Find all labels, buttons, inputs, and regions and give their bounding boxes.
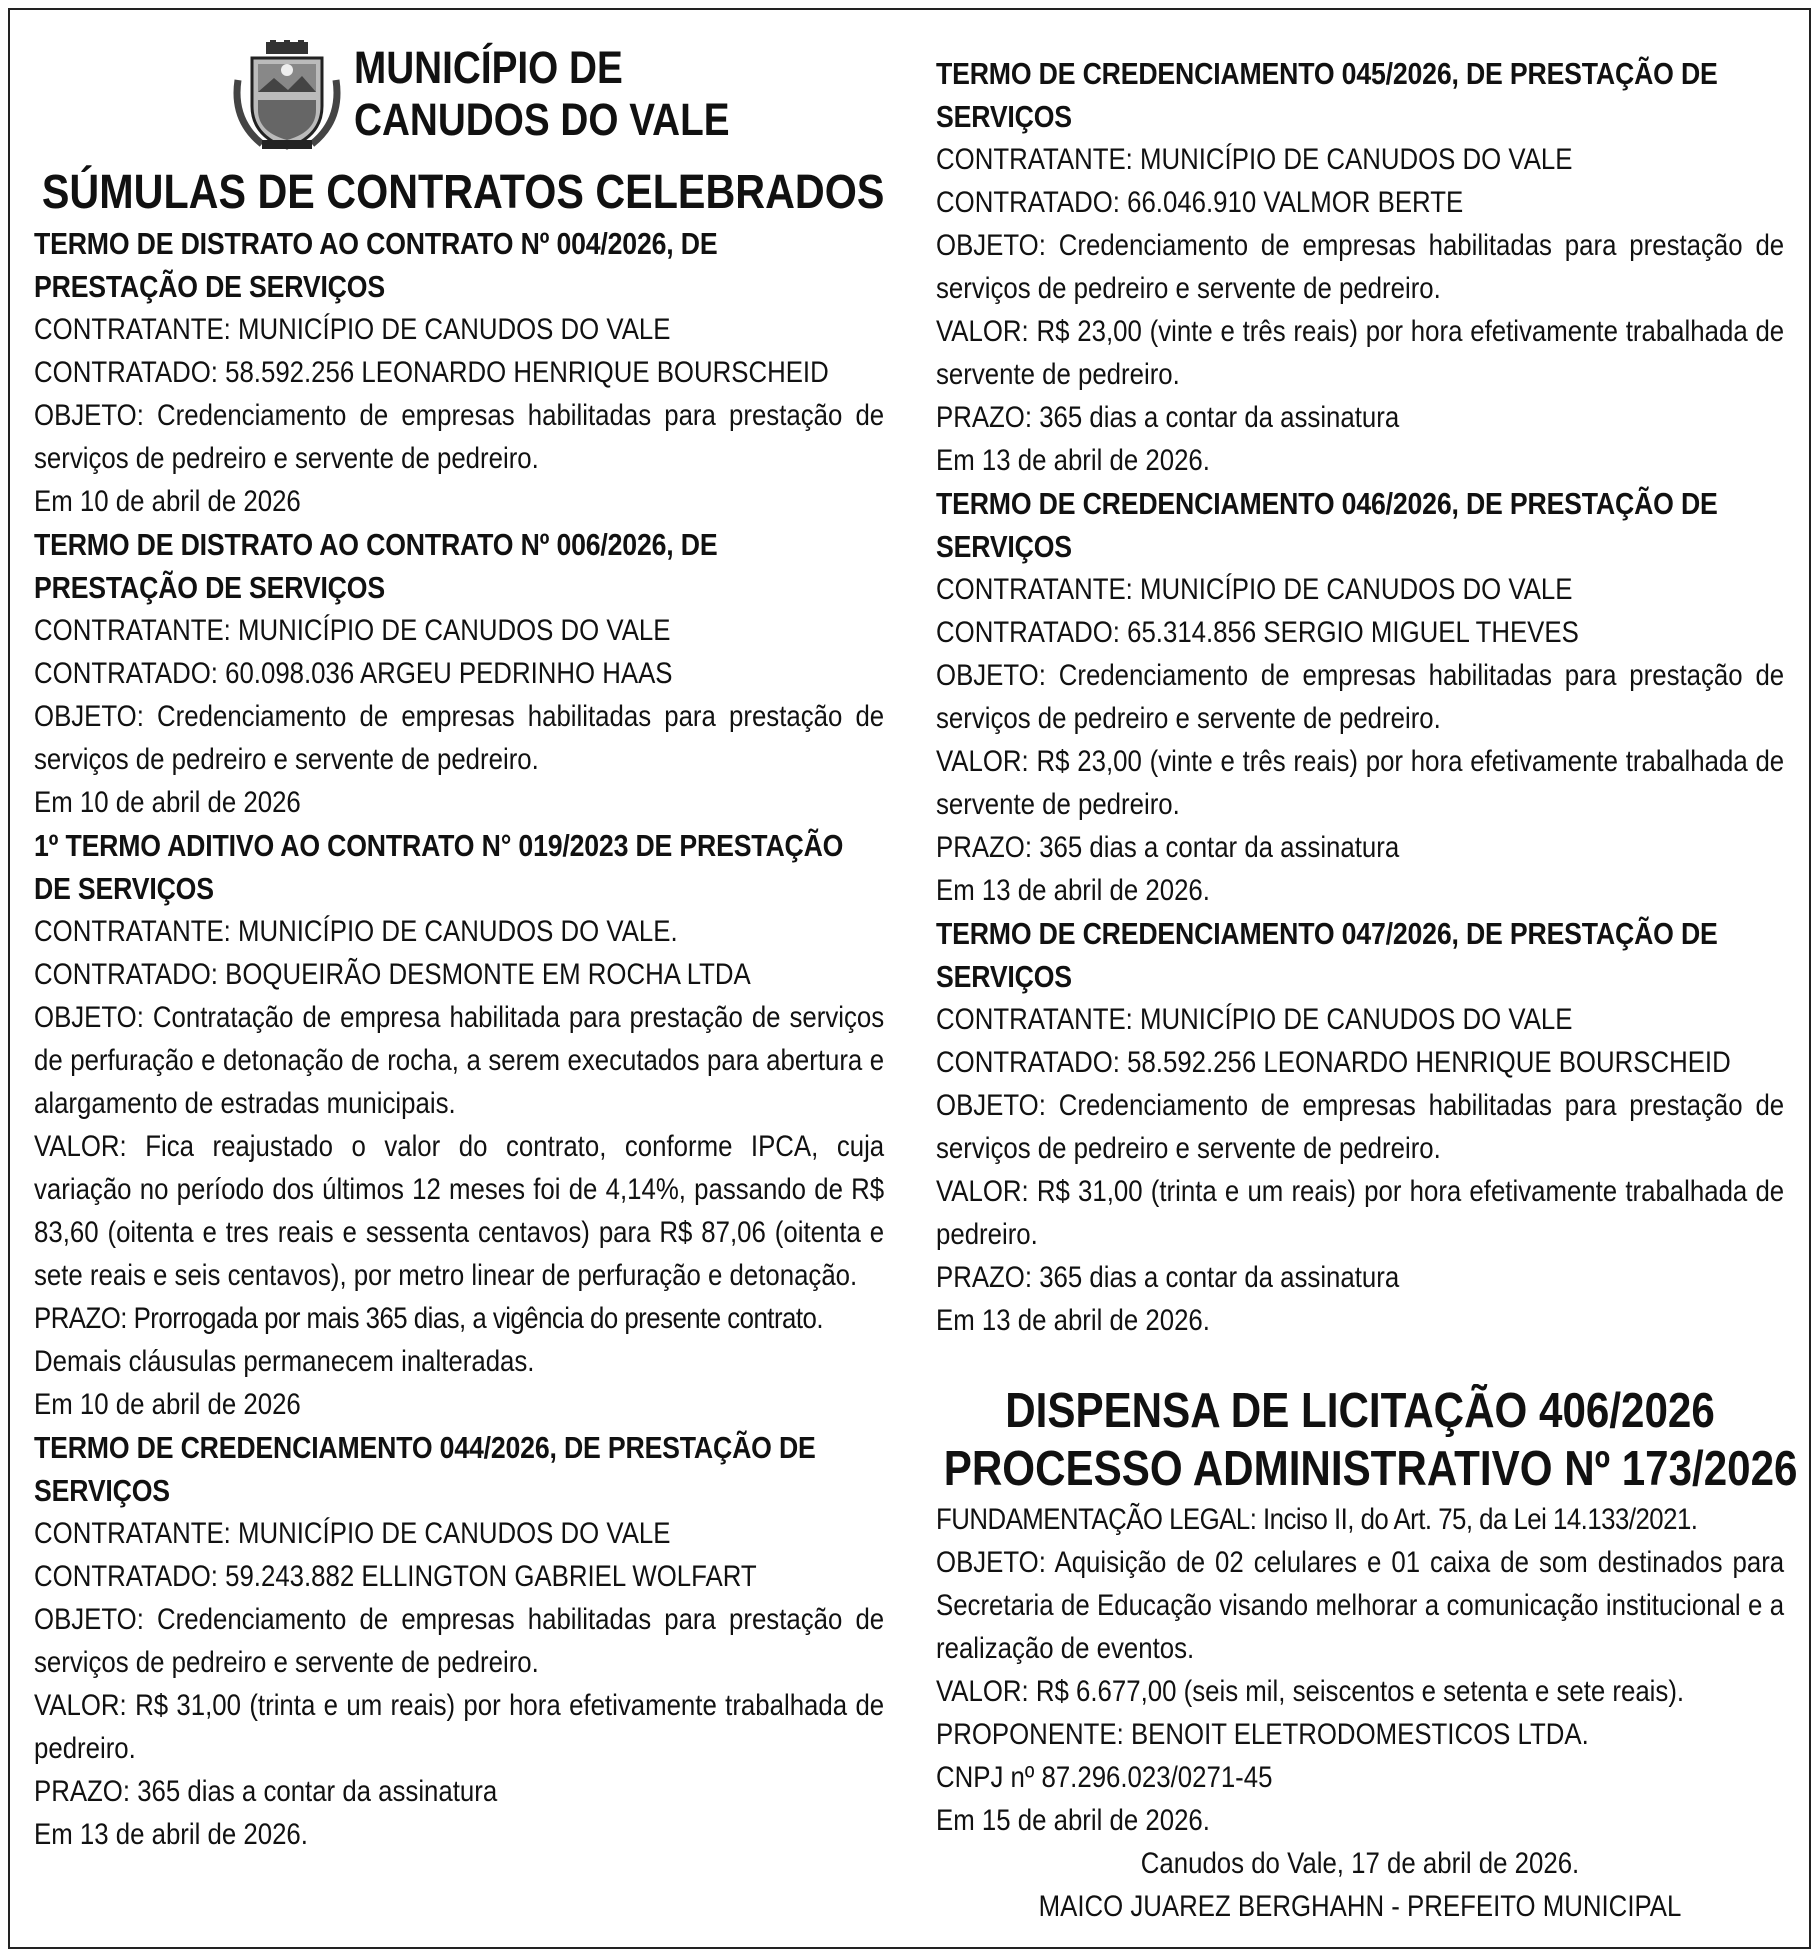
left-column	[34, 40, 884, 1856]
objeto-text: OBJETO: Aquisição de 02 celulares e 01 caixa de som destinados para Secretaria de Educação visando melhorar a comunicação institucional e a realização de eventos.	[936, 1546, 1785, 1665]
objeto-text: OBJETO: Credenciamento de empresas habilitadas para prestação de serviços de pedreiro e servente de pedreiro.	[34, 700, 885, 776]
proponente-line: PROPONENTE: BENOIT ELETRODOMESTICOS LTDA.	[936, 1718, 1589, 1751]
contratante-line: CONTRATANTE: MUNICÍPIO DE CANUDOS DO VALE	[34, 614, 671, 647]
prazo-line: PRAZO: 365 dias a contar da assinatura	[936, 401, 1400, 434]
contract-block	[34, 523, 884, 824]
dispensa-block	[936, 1382, 1798, 1842]
date-line: Em 10 de abril de 2026	[34, 485, 301, 518]
block-title: 1º TERMO ADITIVO AO CONTRATO N° 019/2023 DE PRESTAÇÃO DE SERVIÇOS	[34, 828, 844, 906]
valor-text: VALOR: Fica reajustado o valor do contrato, conforme IPCA, cuja variação no período dos últimos 12 meses foi de 4,14%, passando de R$ 83,60 (oitenta e tres reais e sessenta centavos) para R$ 87,06 (oitenta e sete reais e seis centavos), por metro linear de perfuração e detonação.	[34, 1130, 885, 1292]
dispensa-title: DISPENSA DE LICITAÇÃO 406/2026	[1005, 1384, 1715, 1438]
contract-block	[936, 912, 1784, 1342]
valor-text: VALOR: R$ 31,00 (trinta e um reais) por hora efetivamente trabalhada de pedreiro.	[34, 1689, 885, 1765]
contratado-line: CONTRATADO: 60.098.036 ARGEU PEDRINHO HAAS	[34, 657, 673, 690]
objeto-text: OBJETO: Credenciamento de empresas habilitadas para prestação de serviços de pedreiro e servente de pedreiro.	[34, 399, 885, 475]
contratado-line: CONTRATADO: BOQUEIRÃO DESMONTE EM ROCHA LTDA	[34, 958, 751, 991]
block-title: TERMO DE CREDENCIAMENTO 047/2026, DE PRESTAÇÃO DE SERVIÇOS	[936, 916, 1718, 994]
valor-line: VALOR: R$ 6.677,00 (seis mil, seiscentos e setenta e sete reais).	[936, 1675, 1685, 1708]
signer-name: MAICO JUAREZ BERGHAHN - PREFEITO MUNICIPAL	[1038, 1890, 1682, 1923]
page-title: SÚMULAS DE CONTRATOS CELEBRADOS	[41, 166, 885, 219]
objeto-text: OBJETO: Credenciamento de empresas habilitadas para prestação de serviços de pedreiro e servente de pedreiro.	[34, 1603, 885, 1679]
contratante-line: CONTRATANTE: MUNICÍPIO DE CANUDOS DO VALE	[936, 573, 1573, 606]
block-title: TERMO DE DISTRATO AO CONTRATO Nº 004/2026, DE PRESTAÇÃO DE SERVIÇOS	[34, 226, 718, 304]
valor-text: VALOR: R$ 23,00 (vinte e três reais) por hora efetivamente trabalhada de servente de pedreiro.	[936, 745, 1785, 821]
municipal-coat-of-arms-icon	[232, 40, 342, 152]
prazo-line: PRAZO: 365 dias a contar da assinatura	[34, 1775, 498, 1808]
block-title: TERMO DE CREDENCIAMENTO 045/2026, DE PRESTAÇÃO DE SERVIÇOS	[936, 56, 1718, 134]
municipality-line1: MUNICÍPIO DE	[354, 42, 623, 93]
objeto-text: OBJETO: Contratação de empresa habilitada para prestação de serviços de perfuração e detonação de rocha, a serem executados para abertura e alargamento de estradas municipais.	[34, 1001, 885, 1120]
contratante-line: CONTRATANTE: MUNICÍPIO DE CANUDOS DO VALE	[34, 313, 671, 346]
processo-title: PROCESSO ADMINISTRATIVO Nº 173/2026	[943, 1442, 1798, 1496]
block-title: TERMO DE CREDENCIAMENTO 044/2026, DE PRESTAÇÃO DE SERVIÇOS	[34, 1430, 816, 1508]
contratante-line: CONTRATANTE: MUNICÍPIO DE CANUDOS DO VALE	[936, 143, 1573, 176]
date-line: Em 15 de abril de 2026.	[936, 1804, 1210, 1837]
contract-block	[34, 824, 884, 1426]
header	[34, 40, 884, 158]
contratado-line: CONTRATADO: 65.314.856 SERGIO MIGUEL THEVES	[936, 616, 1579, 649]
contratado-line: CONTRATADO: 58.592.256 LEONARDO HENRIQUE BOURSCHEID	[936, 1046, 1731, 1079]
fundamentacao-line: FUNDAMENTAÇÃO LEGAL: Inciso II, do Art. 75, da Lei 14.133/2021.	[936, 1503, 1698, 1536]
prazo-line: PRAZO: Prorrogada por mais 365 dias, a vigência do presente contrato.	[34, 1302, 824, 1335]
valor-text: VALOR: R$ 23,00 (vinte e três reais) por hora efetivamente trabalhada de servente de pedreiro.	[936, 315, 1785, 391]
objeto-text: OBJETO: Credenciamento de empresas habilitadas para prestação de serviços de pedreiro e servente de pedreiro.	[936, 659, 1785, 735]
date-line: Em 13 de abril de 2026.	[936, 1304, 1210, 1337]
date-line: Em 13 de abril de 2026.	[936, 444, 1210, 477]
block-title: TERMO DE CREDENCIAMENTO 046/2026, DE PRESTAÇÃO DE SERVIÇOS	[936, 486, 1718, 564]
contract-block	[34, 222, 884, 523]
clauses-line: Demais cláusulas permanecem inalteradas.	[34, 1345, 535, 1378]
signature-block	[936, 1842, 1784, 1928]
date-line: Em 10 de abril de 2026	[34, 786, 301, 819]
right-column	[936, 52, 1798, 1928]
valor-text: VALOR: R$ 31,00 (trinta e um reais) por hora efetivamente trabalhada de pedreiro.	[936, 1175, 1785, 1251]
contratante-line: CONTRATANTE: MUNICÍPIO DE CANUDOS DO VALE	[34, 1517, 671, 1550]
cnpj-line: CNPJ nº 87.296.023/0271-45	[936, 1761, 1273, 1794]
prazo-line: PRAZO: 365 dias a contar da assinatura	[936, 831, 1400, 864]
objeto-text: OBJETO: Credenciamento de empresas habilitadas para prestação de serviços de pedreiro e servente de pedreiro.	[936, 1089, 1785, 1165]
contract-block	[34, 1426, 884, 1856]
section-gap	[936, 1342, 1784, 1382]
municipality-name	[354, 42, 730, 146]
contratado-line: CONTRATADO: 58.592.256 LEONARDO HENRIQUE BOURSCHEID	[34, 356, 829, 389]
contratante-line: CONTRATANTE: MUNICÍPIO DE CANUDOS DO VALE	[936, 1003, 1573, 1036]
block-title: TERMO DE DISTRATO AO CONTRATO Nº 006/2026, DE PRESTAÇÃO DE SERVIÇOS	[34, 527, 718, 605]
contratante-line: CONTRATANTE: MUNICÍPIO DE CANUDOS DO VALE.	[34, 915, 678, 948]
contract-block	[936, 482, 1784, 912]
date-line: Em 13 de abril de 2026.	[34, 1818, 308, 1851]
municipality-line2: CANUDOS DO VALE	[354, 94, 730, 145]
date-line: Em 10 de abril de 2026	[34, 1388, 301, 1421]
objeto-text: OBJETO: Credenciamento de empresas habilitadas para prestação de serviços de pedreiro e servente de pedreiro.	[936, 229, 1785, 305]
contratado-line: CONTRATADO: 59.243.882 ELLINGTON GABRIEL WOLFART	[34, 1560, 757, 1593]
date-line: Em 13 de abril de 2026.	[936, 874, 1210, 907]
prazo-line: PRAZO: 365 dias a contar da assinatura	[936, 1261, 1400, 1294]
contract-block	[936, 52, 1784, 482]
place-date: Canudos do Vale, 17 de abril de 2026.	[1140, 1847, 1580, 1880]
contratado-line: CONTRATADO: 66.046.910 VALMOR BERTE	[936, 186, 1464, 219]
